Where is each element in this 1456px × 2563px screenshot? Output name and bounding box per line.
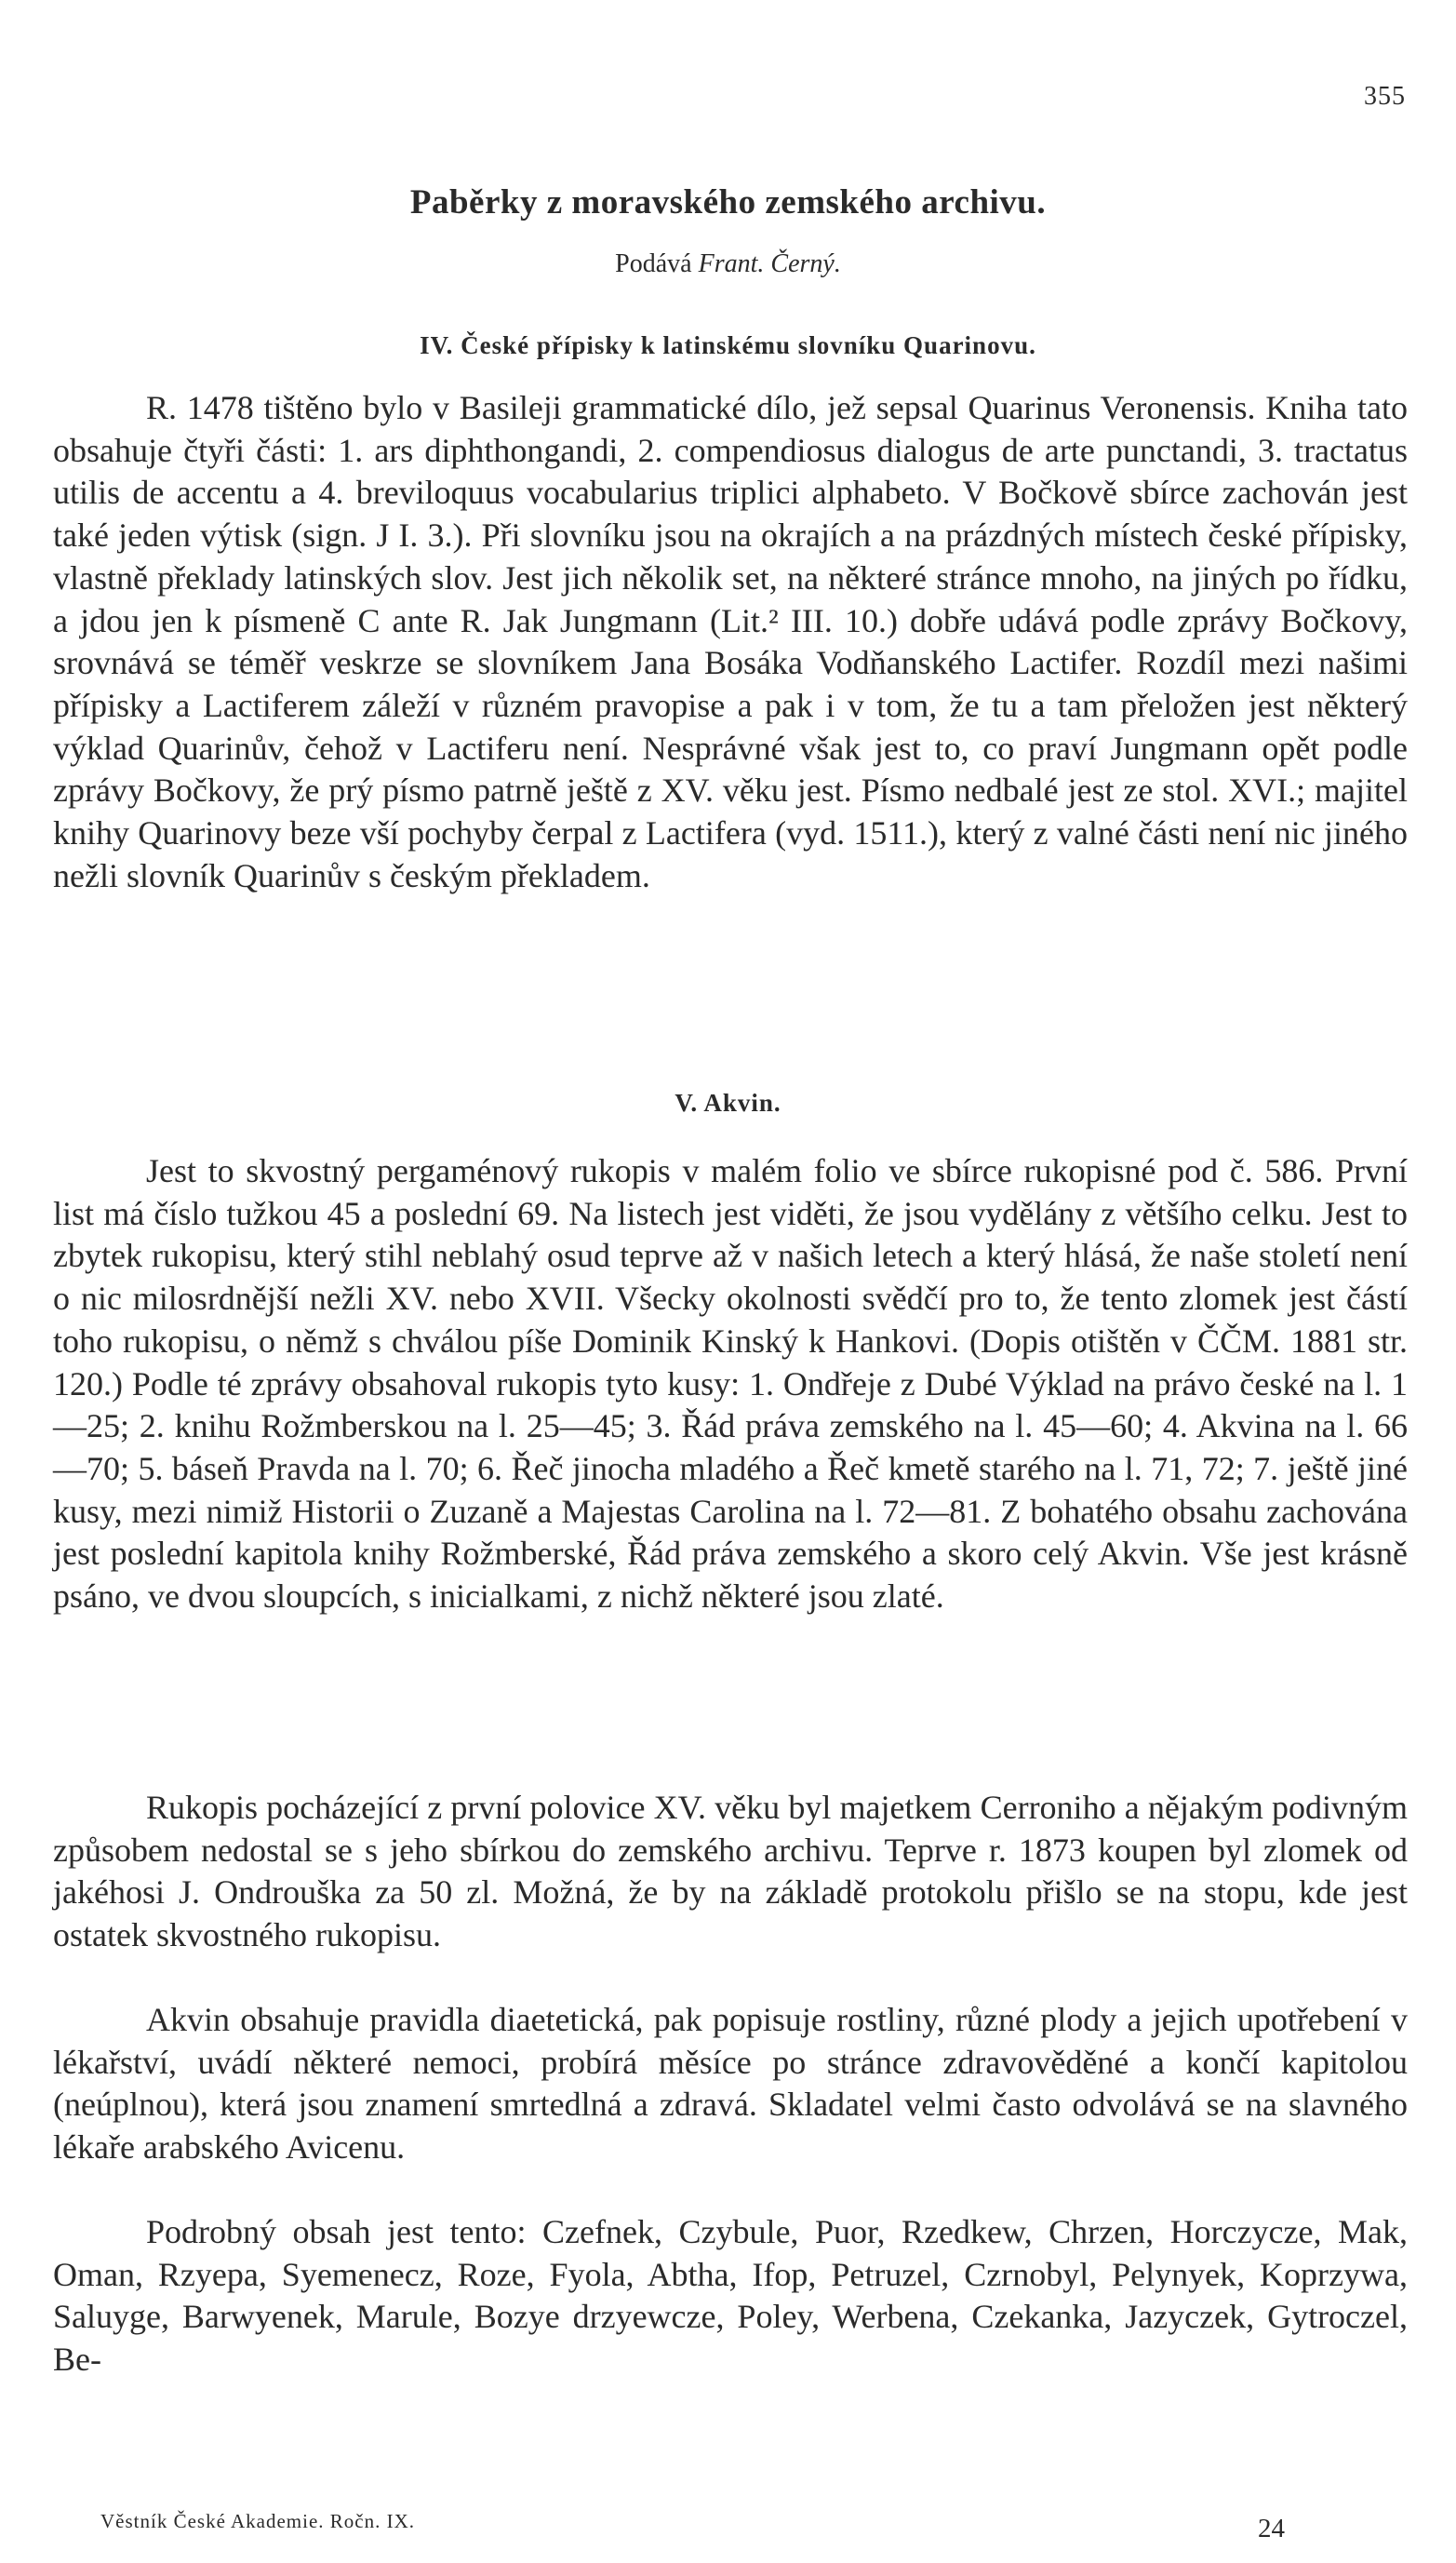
section-heading: V. Akvin. <box>675 1089 781 1117</box>
body-paragraph: Akvin obsahuje pravidla diaetetická, pak popisuje rostliny, různé plody a jejich upotřebení v lékařství, uvádí některé nemoci, probírá měsíce po stránce zdravověděné a končí kapitolou (neúplnou), která jsou znamení smrtedlná a zdravá. Skladatel velmi často odvolává se na slavného lékaře arabského Avicenu. <box>53 2001 1408 2167</box>
page-number: 355 <box>1364 82 1406 111</box>
footer-signature: 24 <box>1258 2514 1285 2543</box>
body-paragraph: Podrobný obsah jest tento: Czefnek, Czybule, Puor, Rzedkew, Chrzen, Horczycze, Mak, Oman, Rzyepa, Syemenecz, Roze, Fyola, Abtha, Ifop, Petruzel, Czrnobyl, Pelynyek, Koprzywa, Saluyge, Barwyenek, Marule, Bozye drzyewcze, Poley, Werbena, Czekanka, Jazyczek, Gytroczel, Be- <box>53 2213 1408 2379</box>
byline <box>0 249 1456 279</box>
footer-journal: Věstník České Akademie. Ročn. IX. <box>100 2510 416 2532</box>
article-title: Paběrky z moravského zemského archivu. <box>409 183 1047 221</box>
section-heading: IV. České přípisky k latinskému slovníku Quarinovu. <box>420 331 1036 359</box>
body-paragraph: R. 1478 tištěno bylo v Basileji grammatické dílo, jež sepsal Quarinus Veronensis. Kniha tato obsahuje čtyři části: 1. ars diphthongandi, 2. compendiosus dialogus de arte punctandi, 3. tractatus utilis de accentu a 4. breviloquus vocabularius triplici alphabeto. V Bočkově sbírce zachován jest také jeden výtisk (sign. J I. 3.). Při slovníku jsou na okrajích a na prázdných místech české přípisky, vlastně překlady latinských slov. Jest jich několik set, na některé stránce mnoho, na jiných po řídku, a jdou jen k písmeně C ante R. Jak Jungmann (Lit.² III. 10.) dobře udává podle zprávy Bočkovy, srovnává se téměř veskrze se slovníkem Jana Bosáka Vodňanského Lactifer. Rozdíl mezi našimi přípisky a Lactiferem záleží v různém pravopise a pak i v tom, že tu a tam přeložen jest některý výklad Quarinův, čehož v Lactiferu není. Nesprávné však jest to, co praví Jungmann opět podle zprávy Bočkovy, že prý písmo patrně ještě z XV. věku jest. Písmo nedbalé jest ze stol. XVI.; majitel knihy Quarinovy beze vší pochyby čerpal z Lactifera (vyd. 1511.), který z valné části není nic jiného nežli slovník Quarinův s českým překladem. <box>53 389 1408 894</box>
byline-prefix: Podává <box>615 249 692 278</box>
body-paragraph: Rukopis pocházející z první polovice XV. věku byl majetkem Cerroniho a nějakým podivným způsobem nedostal se s jeho sbírkou do zemského archivu. Teprve r. 1873 koupen byl zlomek od jakéhosi J. Ondrouška za 50 zl. Možná, že by na základě protokolu přišlo se na stopu, kde jest ostatek skvostného rukopisu. <box>53 1789 1408 1954</box>
author-name: Frant. Černý. <box>698 249 841 278</box>
body-paragraph: Jest to skvostný pergaménový rukopis v malém folio ve sbírce rukopisné pod č. 586. První list má číslo tužkou 45 a poslední 69. Na listech jest viděti, že jsou vydělány z většího celku. Jest to zbytek rukopisu, který stihl neblahý osud teprve až v našich letech a který hlásá, že naše století není o nic milosrdnější nežli XV. nebo XVII. Všecky okolnosti svědčí pro to, že tento zlomek jest částí toho rukopisu, o němž s chválou píše Dominik Kinský k Hankovi. (Dopis otištěn v ČČM. 1881 str. 120.) Podle té zprávy obsahoval rukopis tyto kusy: 1. Ondřeje z Dubé Výklad na právo české na l. 1—25; 2. knihu Rožmberskou na l. 25—45; 3. Řád práva zemského na l. 45—60; 4. Akvina na l. 66—70; 5. báseň Pravda na l. 70; 6. Řeč jinocha mladého a Řeč kmetě starého na l. 71, 72; 7. ještě jiné kusy, mezi nimiž Historii o Zuzaně a Majestas Carolina na l. 72—81. Z bohatého obsahu zachována jest poslední kapitola knihy Rožmberské, Řád práva zemského a skoro celý Akvin. Vše jest krásně psáno, ve dvou sloupcích, s inicialkami, z nichž některé jsou zlaté. <box>53 1152 1408 1616</box>
